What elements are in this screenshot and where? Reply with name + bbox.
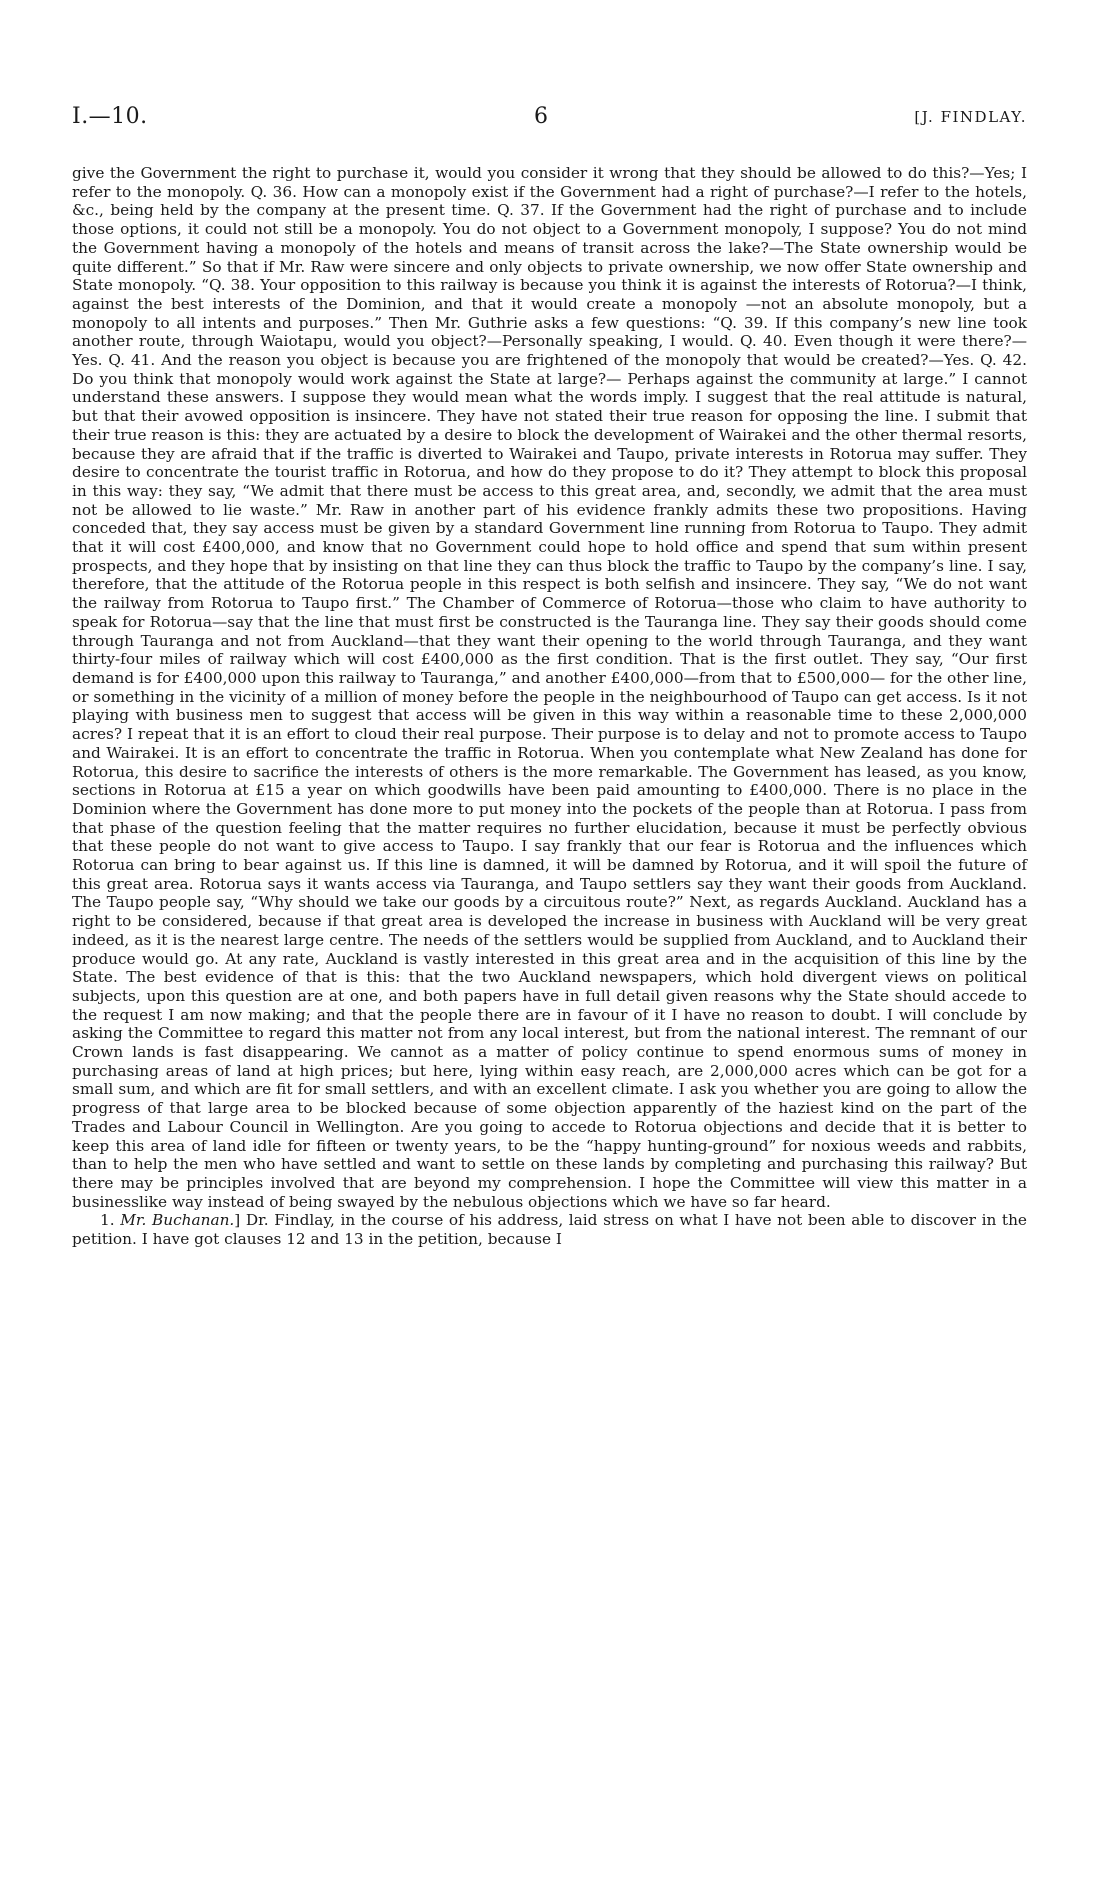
page-header	[72, 104, 1027, 134]
question-paragraph	[72, 1211, 1027, 1248]
questioner-name: Mr. Buchanan.	[120, 1211, 235, 1230]
paragraph: give the Government the right to purchase it, would you consider it wrong that they should be allowed to do this?—Yes; I refer to the monopoly. Q. 36. How can a monopoly exist if the Government had a right of purchase?—I refer to the hotels, &c., being held by the company at the present time. Q. 37. If the Government had the right of purchase and to include those options, it could not still be a monopoly. You do not object to a Government monopoly, I suppose? You do not mind the Government having a monopoly of the hotels and means of transit across the lake?—The State ownership would be quite different.” So that if Mr. Raw were sincere and only objects to private ownership, we now offer State ownership and State monopoly. “Q. 38. Your opposition to this railway is because you think it is against the interests of Rotorua?—I think, against the best interests of the Dominion, and that it would create a monopoly —not an absolute monopoly, but a monopoly to all intents and purposes.” Then Mr. Guthrie asks a few questions: “Q. 39. If this company’s new line took another route, through Waiotapu, would you object?—Personally speaking, I would. Q. 40. Even though it were there?—Yes. Q. 41. And the reason you object is because you are frightened of the monopoly that would be created?—Yes. Q. 42. Do you think that monopoly would work against the State at large?— Perhaps against the community at large.” I cannot understand these answers. I suppose they would mean what the words imply. I suggest that the real attitude is natural, but that their avowed opposition is insincere. They have not stated their true reason for opposing the line. I submit that their true reason is this: they are actuated by a desire to block the development of Wairakei and the other thermal resorts, because they are afraid that if the traffic is diverted to Wairakei and Taupo, private interests in Rotorua may suffer. They desire to concentrate the tourist traffic in Rotorua, and how do they propose to do it? They attempt to block this proposal in this way: they say, “We admit that there must be access to this great area, and, secondly, we admit that the area must not be allowed to lie waste.” Mr. Raw in another part of his evidence frankly admits these two propositions. Having conceded that, they say access must be given by a standard Government line running from Rotorua to Taupo. They admit that it will cost £400,000, and know that no Government could hope to hold office and spend that sum within present prospects, and they hope that by insisting on that line they can thus block the traffic to Taupo by the company’s line. I say, therefore, that the attitude of the Rotorua people in this respect is both selfish and insincere. They say, “We do not want the railway from Rotorua to Taupo first.” The Chamber of Commerce of Rotorua—those who claim to have authority to speak for Rotorua—say that the line that must first be constructed is the Tauranga line. They say their goods should come through Tauranga and not from Auckland—that they want their opening to the world through Tauranga, and they want thirty-four miles of railway which will cost £400,000 as the first condition. That is the first outlet. They say, “Our first demand is for £400,000 upon this railway to Tauranga,” and another £400,000—from that to £500,000— for the other line, or something in the vicinity of a million of money before the people in the neighbourhood of Taupo can get access. Is it not playing with business men to suggest that access will be given in this way within a reasonable time to these 2,000,000 acres? I repeat that it is an effort to cloud their real purpose. Their purpose is to delay and not to promote access to Taupo and Wairakei. It is an effort to concentrate the traffic in Rotorua. When you contemplate what New Zealand has done for Rotorua, this desire to sacrifice the interests of others is the more remarkable. The Government has leased, as you know, sections in Rotorua at £15 a year on which goodwills have been paid amounting to £400,000. There is no place in the Dominion where the Government has done more to put money into the pockets of the people than at Rotorua. I pass from that phase of the question feeling that the matter requires no further elucidation, because it must be perfectly obvious that these people do not want to give access to Taupo. I say frankly that our fear is Rotorua and the influences which Rotorua can bring to bear against us. If this line is damned, it will be damned by Rotorua, and it will spoil the future of this great area. Rotorua says it wants access via Tauranga, and Taupo settlers say they want their goods from Auckland. The Taupo people say, “Why should we take our goods by a circuitous route?” Next, as regards Auckland. Auckland has a right to be considered, because if that great area is developed the increase in business with Auckland will be very great indeed, as it is the nearest large centre. The needs of the settlers would be supplied from Auckland, and to Auckland their produce would go. At any rate, Auckland is vastly interested in this great area and in the acquisition of this line by the State. The best evidence of that is this: that the two Auckland newspapers, which hold divergent views on political subjects, upon this question are at one, and both papers have in full detail given reasons why the State should accede to the request I am now making; and that the people there are in favour of it I have no reason to doubt. I will conclude by asking the Committee to regard this matter not from any local interest, but from the national interest. The remnant of our Crown lands is fast disappearing. We cannot as a matter of policy continue to spend enormous sums of money in purchasing areas of land at high prices; but here, lying within easy reach, are 2,000,000 acres which can be got for a small sum, and which are fit for small settlers, and with an excellent climate. I ask you whether you are going to allow the progress of that large area to be blocked because of some objection apparently of the haziest kind on the part of the Trades and Labour Council in Wellington. Are you going to accede to Rotorua objections and decide that it is better to keep this area of land idle for fifteen or twenty years, to be the “happy hunting-ground” for noxious weeds and rabbits, than to help the men who have settled and want to settle on these lands by completing and purchasing this railway? But there may be principles involved that are beyond my comprehension. I hope the Committee will view this matter in a businesslike way instead of being swayed by the nebulous objections which we have so far heard.	[72, 164, 1027, 1211]
question-text: ] Dr. Findlay, in the course of his address, laid stress on what I have not been able to discover in the petition. I have got clauses 12 and 13 in the petition, because I	[72, 1211, 1027, 1249]
body-text	[72, 164, 1027, 1249]
question-number: 1.	[100, 1211, 115, 1230]
document-reference: I.—10.	[72, 104, 148, 129]
speaker-name: [J. FINDLAY.	[914, 108, 1027, 126]
page-number: 6	[534, 104, 548, 129]
